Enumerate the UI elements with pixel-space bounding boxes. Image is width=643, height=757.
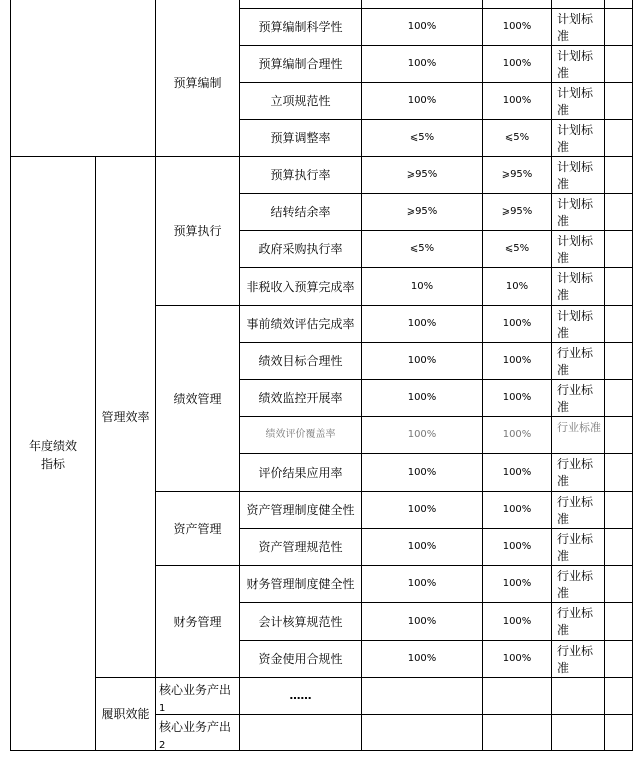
core-output-2-label: 核心业务产出 xyxy=(159,720,232,734)
standard-type: 计划标准 xyxy=(557,234,594,265)
indicator-name: 政府采购执行率 xyxy=(258,242,343,256)
indicator-name: 绩效评价覆盖率 xyxy=(265,429,336,440)
group-asset-mgmt: 资产管理 xyxy=(173,521,222,536)
actual-value: 100% xyxy=(502,21,532,32)
standard-type: 计划标准 xyxy=(557,197,594,228)
standard-type: 计划标准 xyxy=(557,160,594,191)
standard-type: 计划标准 xyxy=(557,86,594,117)
target-value: 100% xyxy=(407,392,437,403)
actual-value: ⩽5% xyxy=(504,132,530,143)
core-output-1-label: 核心业务产出 xyxy=(159,683,232,697)
target-value: 100% xyxy=(407,355,437,366)
actual-value: ⩽5% xyxy=(504,243,530,254)
indicator-name: 结转结余率 xyxy=(270,205,331,219)
actual-value: 100% xyxy=(502,318,532,329)
group-perf-mgmt: 绩效管理 xyxy=(173,391,222,406)
actual-value: 100% xyxy=(502,355,532,366)
indicator-name: 绩效目标合理性 xyxy=(258,354,343,368)
indicator-name: 预算调整率 xyxy=(270,131,331,145)
group-duty-effect: 履职效能 xyxy=(101,707,150,721)
table-border-bottom xyxy=(10,750,633,751)
target-value: 100% xyxy=(407,541,437,552)
standard-type: 行业标准 xyxy=(557,495,594,526)
group-annual-indicator: 年度绩效指标 xyxy=(28,439,77,471)
actual-value: 100% xyxy=(502,653,532,664)
target-value: ⩾95% xyxy=(406,169,438,180)
table-border-right xyxy=(632,0,633,751)
target-value: 10% xyxy=(410,280,434,292)
ellipsis-text: …… xyxy=(289,689,312,702)
actual-value: 100% xyxy=(502,615,532,627)
target-value: 100% xyxy=(407,466,437,478)
target-value: ⩽5% xyxy=(409,243,435,254)
standard-type: 行业标准 xyxy=(557,532,594,563)
actual-value: 100% xyxy=(502,58,532,69)
group-finance-mgmt: 财务管理 xyxy=(173,614,222,629)
indicator-name: 评价结果应用率 xyxy=(258,465,343,480)
standard-type: 行业标准 xyxy=(557,346,594,377)
indicator-name: 绩效监控开展率 xyxy=(258,391,343,405)
indicator-name: 财务管理制度健全性 xyxy=(246,577,355,591)
group-budget-exec: 预算执行 xyxy=(173,224,222,238)
actual-value: 100% xyxy=(502,392,532,403)
target-value: 100% xyxy=(407,578,437,589)
indicator-name: 会计核算规范性 xyxy=(258,614,343,629)
table-border-left xyxy=(10,0,11,751)
actual-value: 100% xyxy=(502,95,532,106)
indicator-name: 立项规范性 xyxy=(270,94,331,108)
indicator-name: 资产管理制度健全性 xyxy=(246,503,355,517)
group-budget-compile: 预算编制 xyxy=(173,75,222,90)
standard-type: 行业标准 xyxy=(557,383,594,414)
target-value: 100% xyxy=(407,318,437,329)
target-value: 100% xyxy=(407,653,437,664)
actual-value: 10% xyxy=(505,280,529,292)
actual-value: 100% xyxy=(502,429,532,440)
indicator-name: 资金使用合规性 xyxy=(258,652,343,666)
core-output-2-num: 2 xyxy=(159,740,166,751)
target-value: ⩽5% xyxy=(409,132,435,143)
actual-value: 100% xyxy=(502,578,532,589)
core-output-1 xyxy=(156,678,239,714)
actual-value: ⩾95% xyxy=(501,169,533,180)
indicator-name: 预算执行率 xyxy=(270,168,331,182)
standard-type: 计划标准 xyxy=(557,123,594,154)
col-line xyxy=(604,0,605,751)
indicator-name: 预算编制合理性 xyxy=(258,57,343,71)
actual-value: 100% xyxy=(502,504,532,515)
actual-value: 100% xyxy=(502,466,532,478)
standard-type: 行业标准 xyxy=(557,644,594,675)
standard-type: 计划标准 xyxy=(557,49,594,80)
actual-value: ⩾95% xyxy=(501,206,533,217)
indicator-name: 资产管理规范性 xyxy=(258,540,343,554)
target-value: ⩾95% xyxy=(406,206,438,217)
standard-type: 行业标准 xyxy=(557,457,594,488)
indicator-name: 非税收入预算完成率 xyxy=(246,279,355,294)
standard-type: 行业标准 xyxy=(557,421,601,434)
standard-type: 行业标准 xyxy=(557,569,594,600)
target-value: 100% xyxy=(407,21,437,32)
standard-type: 行业标准 xyxy=(557,606,594,637)
actual-value: 100% xyxy=(502,541,532,552)
standard-type: 计划标准 xyxy=(557,271,594,302)
target-value: 100% xyxy=(407,429,437,440)
target-value: 100% xyxy=(407,615,437,627)
standard-type: 计划标准 xyxy=(557,12,594,43)
target-value: 100% xyxy=(407,58,437,69)
core-output-2 xyxy=(156,715,239,750)
target-value: 100% xyxy=(407,95,437,106)
core-output-1-num: 1 xyxy=(159,703,166,714)
group-mgmt-efficiency: 管理效率 xyxy=(101,410,150,424)
indicator-name: 事前绩效评估完成率 xyxy=(246,317,355,331)
target-value: 100% xyxy=(407,504,437,515)
indicator-name: 预算编制科学性 xyxy=(258,20,343,34)
standard-type: 计划标准 xyxy=(557,309,594,340)
